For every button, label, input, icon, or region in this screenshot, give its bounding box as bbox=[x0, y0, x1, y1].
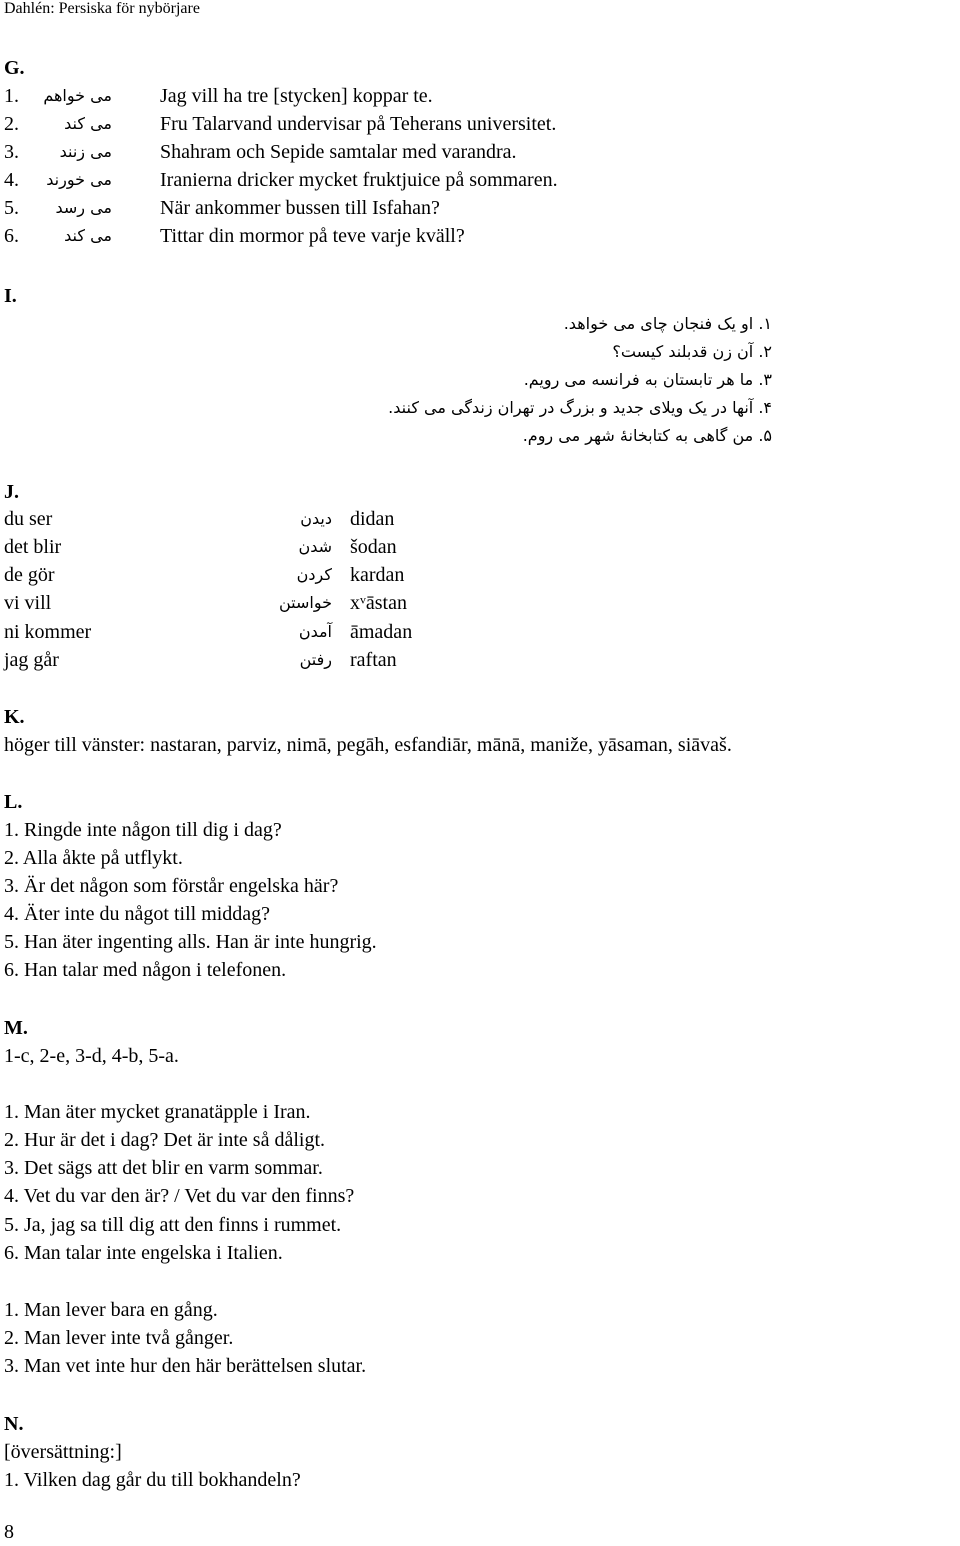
persian-sentences bbox=[352, 310, 772, 450]
j-swedish: de gör bbox=[4, 564, 55, 586]
j-transcription: xᵛāstan bbox=[350, 592, 407, 614]
section-m-title: M. bbox=[4, 1017, 28, 1039]
section-i-title: I. bbox=[4, 285, 17, 307]
j-swedish: jag går bbox=[4, 649, 59, 671]
j-row bbox=[4, 535, 604, 563]
l-line: 2. Alla åkte på utflykt. bbox=[4, 847, 183, 869]
j-transcription: raftan bbox=[350, 649, 397, 671]
m-line: 3. Man vet inte hur den här berättelsen slutar. bbox=[4, 1355, 367, 1377]
g-row-verb: می کند bbox=[64, 114, 112, 133]
k-text: höger till vänster: nastaran, parviz, nimā, pegāh, esfandiār, mānā, maniže, yāsaman, siāvaš. bbox=[4, 734, 732, 756]
j-persian: آمدن bbox=[298, 622, 332, 641]
j-row bbox=[4, 563, 604, 591]
j-transcription: āmadan bbox=[350, 621, 413, 643]
g-row-number: 3. bbox=[4, 141, 19, 163]
g-row-sentence: Tittar din mormor på teve varje kväll? bbox=[160, 225, 465, 247]
g-row-sentence: När ankommer bussen till Isfahan? bbox=[160, 197, 440, 219]
g-row-number: 1. bbox=[4, 85, 19, 107]
j-persian: شدن bbox=[298, 537, 332, 556]
m-line: 2. Hur är det i dag? Det är inte så dåligt. bbox=[4, 1129, 325, 1151]
g-row-verb: می زنند bbox=[59, 142, 112, 161]
l-line: 1. Ringde inte någon till dig i dag? bbox=[4, 819, 282, 841]
j-persian: رفتن bbox=[299, 650, 332, 669]
j-swedish: det blir bbox=[4, 536, 62, 558]
section-g-title: G. bbox=[4, 57, 25, 79]
g-row-number: 6. bbox=[4, 225, 19, 247]
m-line: 6. Man talar inte engelska i Italien. bbox=[4, 1242, 283, 1264]
l-line: 6. Han talar med någon i telefonen. bbox=[4, 959, 287, 981]
j-persian: خواستن bbox=[278, 593, 332, 612]
j-transcription: didan bbox=[350, 508, 395, 530]
g-row-sentence: Shahram och Sepide samtalar med varandra. bbox=[160, 141, 517, 163]
g-row-verb: می خواهم bbox=[43, 86, 112, 105]
g-row-sentence: Iranierna dricker mycket fruktjuice på sommaren. bbox=[160, 169, 558, 191]
l-line: 5. Han äter ingenting alls. Han är inte hungrig. bbox=[4, 931, 377, 953]
g-row-verb: می خورند bbox=[46, 170, 112, 189]
g-row bbox=[4, 196, 704, 224]
l-line: 3. Är det någon som förstår engelska här? bbox=[4, 875, 339, 897]
m-line: 5. Ja, jag sa till dig att den finns i rummet. bbox=[4, 1214, 342, 1236]
j-transcription: šodan bbox=[350, 536, 397, 558]
j-transcription: kardan bbox=[350, 564, 405, 586]
persian-sentence: ۵. من گاهی به کتابخانهٔ شهر می روم. bbox=[522, 426, 772, 445]
l-line: 4. Äter inte du något till middag? bbox=[4, 903, 271, 925]
n-line: [översättning:] bbox=[4, 1441, 122, 1463]
m-line: 4. Vet du var den är? / Vet du var den finns? bbox=[4, 1185, 355, 1207]
m-line: 1. Man äter mycket granatäpple i Iran. bbox=[4, 1101, 311, 1123]
j-row bbox=[4, 620, 604, 648]
g-row-verb: می کند bbox=[64, 226, 112, 245]
section-j-title: J. bbox=[4, 481, 19, 503]
g-row bbox=[4, 168, 704, 196]
g-row-number: 5. bbox=[4, 197, 19, 219]
g-row bbox=[4, 84, 704, 112]
j-row bbox=[4, 591, 604, 619]
g-row bbox=[4, 112, 704, 140]
m-line: 1. Man lever bara en gång. bbox=[4, 1299, 218, 1321]
g-row-sentence: Fru Talarvand undervisar på Teherans universitet. bbox=[160, 113, 557, 135]
j-row bbox=[4, 507, 604, 535]
j-swedish: du ser bbox=[4, 508, 53, 530]
g-row-verb: می رسد bbox=[55, 198, 112, 217]
j-persian: کردن bbox=[296, 565, 332, 584]
g-row bbox=[4, 140, 704, 168]
section-k-title: K. bbox=[4, 706, 25, 728]
m-line: 2. Man lever inte två gånger. bbox=[4, 1327, 234, 1349]
persian-sentence: ۳. ما هر تابستان به فرانسه می رویم. bbox=[523, 370, 772, 389]
j-swedish: ni kommer bbox=[4, 621, 92, 643]
j-row bbox=[4, 648, 604, 676]
m-line: 3. Det sägs att det blir en varm sommar. bbox=[4, 1157, 323, 1179]
g-row bbox=[4, 224, 704, 252]
m-answer: 1-c, 2-e, 3-d, 4-b, 5-a. bbox=[4, 1045, 179, 1067]
running-header: Dahlén: Persiska för nybörjare bbox=[4, 0, 200, 17]
section-l-title: L. bbox=[4, 791, 23, 813]
n-line: 1. Vilken dag går du till bokhandeln? bbox=[4, 1469, 301, 1491]
j-swedish: vi vill bbox=[4, 592, 52, 614]
persian-sentence: ۲. آن زن قدبلند کیست؟ bbox=[612, 342, 772, 361]
j-persian: دیدن bbox=[300, 509, 332, 528]
page-number: 8 bbox=[4, 1521, 14, 1543]
persian-sentence: ۴. آنها در یک ویلای جدید و بزرگ در تهران زندگی می کنند. bbox=[388, 398, 772, 417]
g-row-number: 2. bbox=[4, 113, 19, 135]
section-n-title: N. bbox=[4, 1413, 24, 1435]
g-row-number: 4. bbox=[4, 169, 19, 191]
persian-sentence: ۱. او یک فنجان چای می خواهد. bbox=[563, 314, 772, 333]
g-row-sentence: Jag vill ha tre [stycken] koppar te. bbox=[160, 85, 433, 107]
